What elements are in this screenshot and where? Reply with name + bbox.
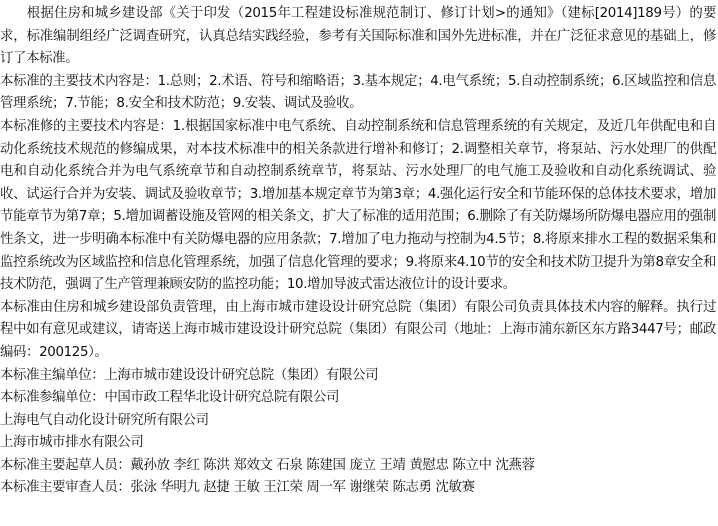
reviewers-list: 本标准主要审查人员：张泳 华明九 赵捷 王敏 王江荣 周一军 谢继荣 陈志勇 沈敏赛 <box>0 480 475 496</box>
preface-paragraph: 根据住房和城乡建设部《关于印发（2015年工程建设标准规范制订、修订计划>的通知》（建标[2014]189号）的要求，标准编制组经广泛调查研究，认真总结实践经验，参考有关国际标准和国外先进标准，并在广泛征求意见的基础上，修订了本标准。 <box>0 6 716 67</box>
revision-content-paragraph: 本标准修的主要技术内容是：1.根据国家标准中电气系统、自动控制系统和信息管理系统的有关规定，及近几年供配电和自动化系统技术规范的修编成果，对本技术标准中的相关条款进行增补和修订；2.调整相关章节，将泵站、污水处理厂的供配电和自动化系统合并为电气系统章节和自动控制系统章节，将泵站、污水处理厂的电气施工及验收和自动化系统调试、验收、试运行合并为安装、调试及验收章节；3.增加基本规定章节为第3章；4.强化运行安全和节能环保的总体技术要求，增加节能章节为第7章；5.增加调蓄设施及管网的相关条文，扩大了标准的适用范围；6.删除了有关防爆场所防爆电器应用的强制性条文，进一步明确本标准中有关防爆电器的应用条款；7.增加了电力拖动与控制为4.5节；8.将原来排水工程的数据采集和监控系统改为区域监控和信息化管理系统，加强了信息化管理的要求；9.将原来4.10节的安全和技术防卫提升为第8章安全和技术防范，强调了生产管理兼顾安防的监控功能；10.增加导波式雷达液位计的设计要求。 <box>0 118 716 293</box>
drafters-list: 本标准主要起草人员：戴孙放 李红 陈洪 郑效文 石泉 陈建国 庞立 王靖 黄慰忠 陈立中 沈燕蓉 <box>0 457 535 473</box>
main-content-paragraph: 本标准的主要技术内容是：1.总则；2.术语、符号和缩略语；3.基本规定；4.电气系统；5.自动控制系统；6.区域监控和信息管理系统；7.节能；8.安全和技术防范；9.安装、调试及验收。 <box>0 73 716 112</box>
document-body <box>0 3 716 500</box>
participating-unit-2: 上海电气自动化设计研究所有限公司 <box>0 412 209 428</box>
management-paragraph: 本标准由住房和城乡建设部负责管理，由上海市城市建设设计研究总院（集团）有限公司负责具体技术内容的解释。执行过程中如有意见或建议，请寄送上海市城市建设设计研究总院（集团）有限公司（地址：上海市浦东新区东方路3447号；邮政编码：200125）。 <box>0 299 716 360</box>
chief-editor-unit: 本标准主编单位：上海市城市建设设计研究总院（集团）有限公司 <box>0 367 379 383</box>
participating-unit-3: 上海市城市排水有限公司 <box>0 435 144 451</box>
participating-unit: 本标准参编单位：中国市政工程华北设计研究总院有限公司 <box>0 390 340 406</box>
